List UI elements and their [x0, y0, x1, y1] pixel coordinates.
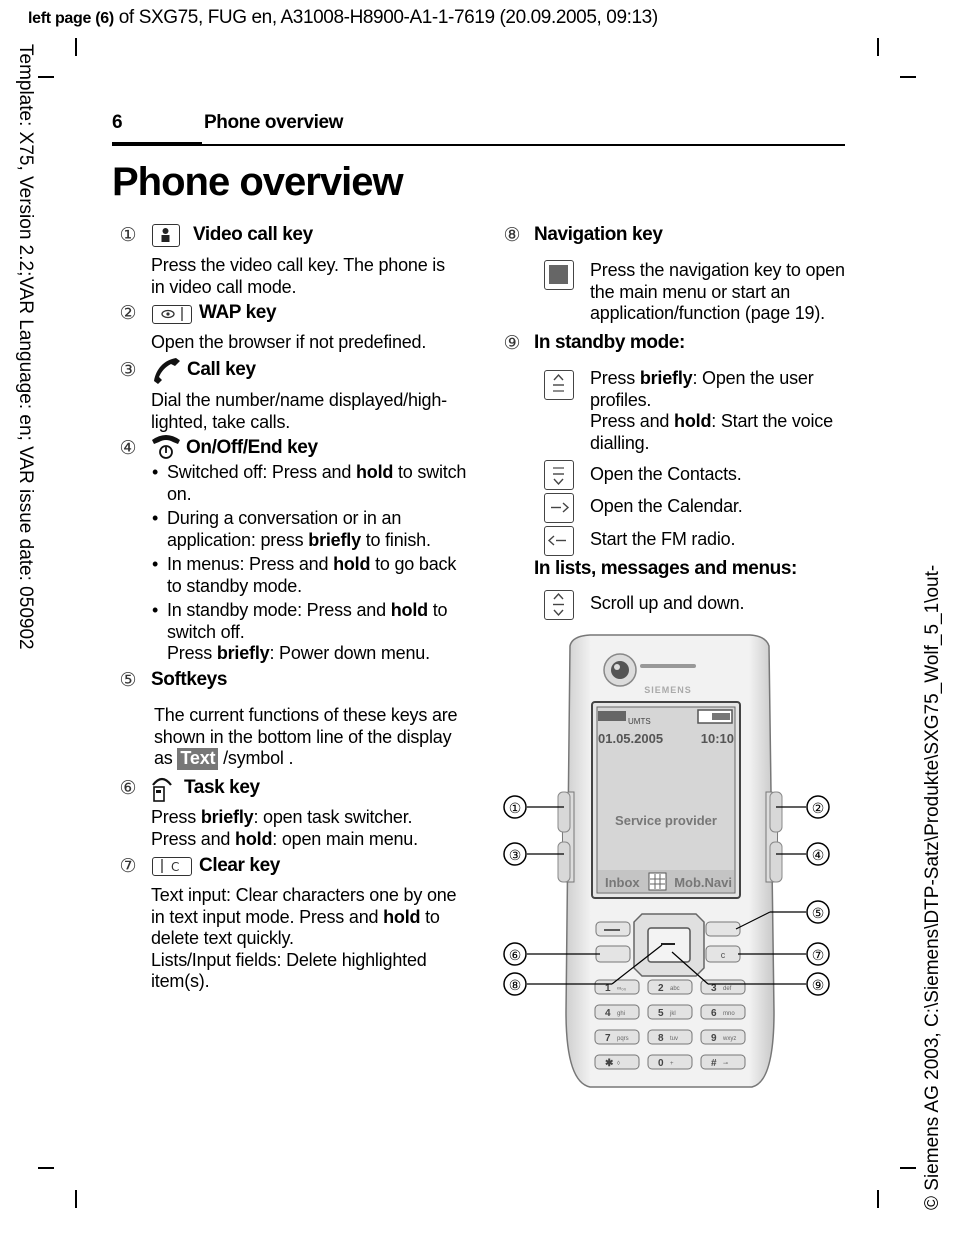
phone-key-letters: mno — [723, 1011, 735, 1017]
phone-key-letters: jkl — [670, 1011, 676, 1017]
callout-6: ⑥ — [508, 947, 522, 963]
svg-text:C: C — [171, 860, 180, 874]
onoff-bullet: • Switched off: Press and hold to switch on. — [152, 462, 467, 504]
header-rule-accent — [112, 142, 202, 146]
task-key-icon — [150, 775, 174, 808]
page-title: Phone overview — [112, 160, 403, 204]
onoff-bullet: • In standby mode: Press and hold to switch off. Press briefly: Power down menu. — [152, 600, 448, 663]
crop-mark — [38, 76, 54, 78]
phone-network: UMTS — [628, 717, 651, 726]
svg-text:c: c — [720, 950, 726, 960]
item-number: ② — [119, 302, 137, 324]
phone-softkey-left: Inbox — [605, 875, 640, 890]
clear-key-text: Text input: Clear characters one by one in text input mode. Press and hold to delete text quickly. Lists/Input fields: Delete highlighted item(s). — [151, 885, 457, 991]
phone-key-letters: pqrs — [617, 1036, 629, 1042]
video-call-key-heading: Video call key — [193, 224, 313, 245]
lists-heading: In lists, messages and menus: — [534, 558, 797, 579]
softkeys-heading: Softkeys — [151, 669, 228, 690]
item-number: ⑥ — [119, 777, 137, 799]
phone-date: 01.05.2005 — [598, 731, 664, 746]
phone-key-label: 4 — [605, 1008, 611, 1019]
nav-up-icon — [544, 370, 574, 400]
crop-mark — [877, 1190, 879, 1208]
phone-key-label: 8 — [658, 1033, 664, 1044]
callout-9: ⑨ — [811, 977, 825, 993]
phone-brand: SIEMENS — [644, 685, 692, 695]
header-rule — [112, 144, 845, 146]
standby-heading: In standby mode: — [534, 332, 685, 353]
running-title: Phone overview — [204, 112, 344, 133]
softkey-text-sample: Text — [177, 748, 218, 770]
clear-key-heading: Clear key — [199, 855, 280, 876]
onoff-bullet: • During a conversation or in an application: press briefly to finish. — [152, 508, 431, 550]
phone-key-label: ✱ — [605, 1058, 614, 1069]
phone-key-letters: tuv — [670, 1036, 679, 1042]
phone-key-label: 1 — [605, 983, 611, 994]
call-key-text: Dial the number/name displayed/high-lighted, take calls. — [151, 390, 447, 432]
video-call-key-icon — [152, 224, 180, 247]
crop-mark — [38, 1167, 54, 1169]
navigation-center-icon — [544, 260, 574, 290]
phone-time: 10:10 — [700, 731, 734, 746]
nav-updown-icon — [544, 590, 574, 620]
phone-key-letters: ◊ — [617, 1061, 620, 1067]
nav-right-icon — [544, 493, 574, 523]
phone-key-label: 3 — [711, 983, 717, 994]
phone-key-letters: ghi — [617, 1011, 626, 1017]
phone-key-letters: def — [723, 986, 732, 992]
crop-mark — [75, 1190, 77, 1208]
callout-8: ⑧ — [508, 977, 522, 993]
template-side-note: Template: X75, Version 2.2;VAR Language: en; VAR issue date: 050902 — [15, 44, 36, 650]
item-number: ⑦ — [119, 855, 137, 877]
nav-down-icon — [544, 460, 574, 490]
lists-text: Scroll up and down. — [590, 593, 745, 613]
item-number: ④ — [119, 437, 137, 459]
phone-key-label: 2 — [658, 983, 664, 994]
document-header-line: left page (6) of SXG75, FUG en, A31008-H8900-A1-1-7619 (20.09.2005, 09:13) — [28, 7, 658, 28]
phone-illustration — [500, 632, 840, 1092]
standby-left-text: Start the FM radio. — [590, 529, 736, 549]
end-key-icon — [150, 432, 182, 465]
clear-key-icon — [152, 857, 192, 876]
phone-key-letters: ∞₀₀ — [617, 986, 627, 992]
phone-key-letters: ⊸ — [723, 1061, 729, 1067]
call-key-icon — [150, 355, 182, 390]
callout-7: ⑦ — [811, 947, 825, 963]
onoff-key-heading: On/Off/End key — [186, 437, 318, 458]
phone-key-label: 5 — [658, 1008, 664, 1019]
phone-key-letters: wxyz — [723, 1036, 737, 1042]
copyright-side-note: © Siemens AG 2003, C:\Siemens\DTP-Satz\Produkte\SXG75_Wolf_5_1\out- — [922, 564, 943, 1210]
crop-mark — [900, 1167, 916, 1169]
task-key-heading: Task key — [184, 777, 260, 798]
crop-mark — [75, 38, 77, 56]
video-call-key-text: Press the video call key. The phone is in video call mode. — [151, 255, 445, 297]
phone-key-label: 0 — [658, 1058, 664, 1069]
crop-mark — [900, 76, 916, 78]
task-key-text: Press briefly: open task switcher. Press and hold: open main menu. — [151, 807, 418, 849]
phone-key-label: 7 — [605, 1033, 611, 1044]
standby-right-text: Open the Calendar. — [590, 496, 743, 516]
item-number: ⑤ — [119, 669, 137, 691]
phone-provider: Service provider — [615, 813, 717, 828]
nav-left-icon — [544, 526, 574, 556]
callout-4: ④ — [811, 847, 825, 863]
phone-key-letters: + — [670, 1061, 674, 1067]
item-number: ⑧ — [503, 224, 521, 246]
navigation-key-text: Press the navigation key to open the main menu or start an application/function (page 19). — [590, 260, 845, 323]
phone-key-label: # — [711, 1058, 717, 1069]
call-key-heading: Call key — [187, 359, 256, 380]
onoff-bullet: • In menus: Press and hold to go back to standby mode. — [152, 554, 457, 596]
softkeys-text: The current functions of these keys are shown in the bottom line of the display as Text /symbol . — [154, 705, 458, 768]
page-number: 6 — [112, 112, 123, 133]
wap-key-heading: WAP key — [199, 302, 277, 323]
item-number: ⑨ — [503, 332, 521, 354]
item-number: ① — [119, 224, 137, 246]
item-number: ③ — [119, 359, 137, 381]
phone-softkey-right: Mob.Navi — [674, 875, 732, 890]
wap-key-icon — [152, 305, 192, 324]
callout-3: ③ — [508, 847, 522, 863]
phone-key-label: 9 — [711, 1033, 717, 1044]
callout-2: ② — [811, 800, 825, 816]
standby-up-text: Press briefly: Open the user profiles. Press and hold: Start the voice dialling. — [590, 368, 833, 453]
standby-down-text: Open the Contacts. — [590, 464, 742, 484]
navigation-key-heading: Navigation key — [534, 224, 663, 245]
phone-key-label: 6 — [711, 1008, 717, 1019]
phone-key-letters: abc — [670, 986, 680, 992]
crop-mark — [877, 38, 879, 56]
callout-1: ① — [508, 800, 522, 816]
callout-5: ⑤ — [811, 905, 825, 921]
wap-key-text: Open the browser if not predefined. — [151, 332, 427, 352]
